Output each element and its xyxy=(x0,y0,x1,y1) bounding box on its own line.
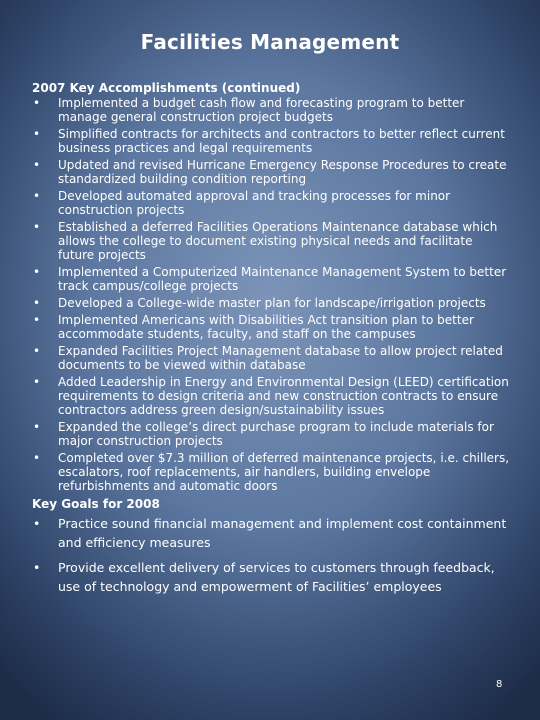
bullet-icon: • xyxy=(33,265,41,279)
accomplishment-item xyxy=(32,127,510,155)
accomplishment-item-text: Added Leadership in Energy and Environmental Design (LEED) certification requirements to design criteria and new construction contracts to ensure contractors address green design/sustainability issues xyxy=(58,375,509,417)
accomplishment-item xyxy=(32,313,510,341)
bullet-icon: • xyxy=(33,344,41,358)
accomplishment-item-text: Implemented a budget cash flow and forecasting program to better manage general construction project budgets xyxy=(58,96,465,124)
bullet-icon: • xyxy=(33,189,41,203)
accomplishment-item xyxy=(32,296,510,310)
slide-content xyxy=(32,80,510,602)
bullet-icon: • xyxy=(33,516,41,531)
goal-item-text: Practice sound financial management and implement cost containment and efficiency measures xyxy=(58,516,507,550)
bullet-icon: • xyxy=(33,296,41,310)
bullet-icon: • xyxy=(33,313,41,327)
bullet-icon: • xyxy=(33,127,41,141)
accomplishment-item xyxy=(32,96,510,124)
bullet-icon: • xyxy=(33,158,41,172)
goal-item xyxy=(32,558,510,596)
page-number: 8 xyxy=(496,679,503,690)
accomplishment-item-text: Completed over $7.3 million of deferred maintenance projects, i.e. chillers, escalators, roof replacements, air handlers, building envelope refurbishments and automatic doors xyxy=(58,451,510,493)
bullet-icon: • xyxy=(33,220,41,234)
bullet-icon: • xyxy=(33,420,41,434)
bullet-icon: • xyxy=(33,96,41,110)
bullet-icon: • xyxy=(33,451,41,465)
accomplishment-item xyxy=(32,420,510,448)
bullet-icon: • xyxy=(33,375,41,389)
accomplishment-item-text: Implemented a Computerized Maintenance Management System to better track campus/college projects xyxy=(58,265,507,293)
accomplishment-item xyxy=(32,220,510,262)
accomplishment-item-text: Expanded Facilities Project Management database to allow project related documents to be viewed within database xyxy=(58,344,503,372)
accomplishment-item-text: Implemented Americans with Disabilities Act transition plan to better accommodate students, faculty, and staff on the campuses xyxy=(58,313,474,341)
accomplishment-item xyxy=(32,344,510,372)
accomplishment-item-text: Updated and revised Hurricane Emergency Response Procedures to create standardized building condition reporting xyxy=(58,158,507,186)
accomplishment-item-text: Developed a College-wide master plan for landscape/irrigation projects xyxy=(58,296,486,310)
accomplishment-item xyxy=(32,158,510,186)
goals-heading: Key Goals for 2008 xyxy=(32,497,160,511)
accomplishment-item xyxy=(32,265,510,293)
bullet-icon: • xyxy=(33,560,41,575)
accomplishment-item-text: Expanded the college’s direct purchase program to include materials for major construction projects xyxy=(58,420,494,448)
goal-item-text: Provide excellent delivery of services to customers through feedback, use of technology and empowerment of Facilities’ employees xyxy=(58,560,495,594)
accomplishment-item xyxy=(32,375,510,417)
accomplishment-item xyxy=(32,451,510,493)
accomplishment-item xyxy=(32,189,510,217)
accomplishment-item-text: Developed automated approval and tracking processes for minor construction projects xyxy=(58,189,451,217)
accomplishments-heading: 2007 Key Accomplishments (continued) xyxy=(32,81,301,95)
accomplishment-item-text: Established a deferred Facilities Operations Maintenance database which allows the college to document existing physical needs and facilitate future projects xyxy=(58,220,498,262)
slide-title: Facilities Management xyxy=(140,30,400,54)
accomplishments-list xyxy=(32,96,510,493)
accomplishment-item-text: Simplified contracts for architects and contractors to better reflect current business practices and legal requirements xyxy=(58,127,505,155)
goal-item xyxy=(32,514,510,552)
goals-list xyxy=(32,514,510,596)
